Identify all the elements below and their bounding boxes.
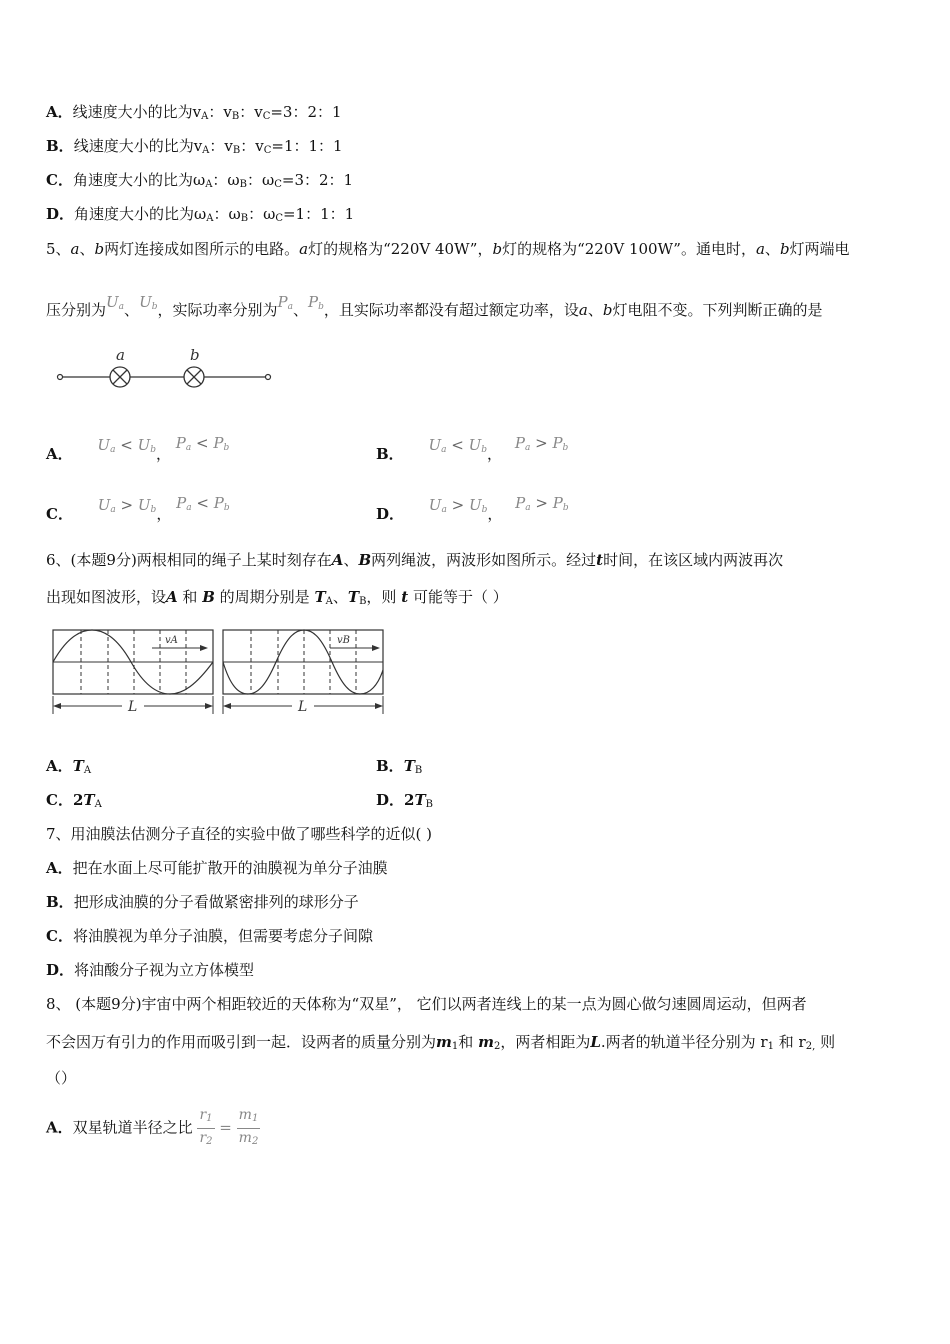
q8-stem-line2: 不会因万有引力的作用而吸引到一起．设两者的质量分别为$m_1$和 $m_2$，两者相距为L.两者的轨道半径分别为 $r_1$ 和 $r_{2,}$ 则 [46, 1033, 836, 1052]
lamp-a-label: a [116, 346, 125, 364]
wave-a-length-label: L [128, 699, 138, 715]
q5-circuit-diagram [54, 345, 276, 391]
radius-ratio-fraction: $\frac{r_1}{r_2}$ [199, 1107, 213, 1147]
q8-option-a[interactable]: A．双星轨道半径之比 $\frac{r_1}{r_2}$ = $\frac{m_1}{m_2}$ [46, 1106, 260, 1151]
q7-option-a[interactable]: A．把在水面上尽可能扩散开的油膜视为单分子油膜 [46, 859, 388, 877]
q7-stem: 7、用油膜法估测分子直径的实验中做了哪些科学的近似( ) [46, 825, 433, 843]
q4-option-b: B．线速度大小的比为$v_A$：$v_B$：$v_C=1$：1：1 [46, 137, 343, 156]
q6-stem-line2: 出现如图波形，设A 和 B 的周期分别是 $T_A$、$T_B$，则 t 可能等于（ ） [46, 588, 508, 607]
q8-stem-line1: 8、 (本题9分)宇宙中两个相距较近的天体称为“双星”， 它们以两者连线上的某一点为圆心做匀速圆周运动，但两者 [46, 995, 807, 1013]
q5-stem-line1: 5、a、b两灯连接成如图所示的电路。a灯的规格为“220V 40W”，b灯的规格为“220V 100W”。通电时，a、b灯两端电 [46, 240, 850, 258]
q5-option-c[interactable]: C． $U_a > U_b$， $P_a < P_b$ [46, 494, 230, 523]
q4-option-d: D．角速度大小的比为$\omega_A$：$\omega_B$：$\omega_C=1$：1：1 [46, 205, 355, 224]
lamp-a-icon [110, 367, 130, 387]
wave-b-label: vB [337, 635, 350, 646]
q5-option-b[interactable]: B． $U_a < U_b$， $P_a > P_b$ [376, 434, 569, 463]
mass-ratio-fraction: $\frac{m_1}{m_2}$ [238, 1107, 259, 1147]
q5-option-d[interactable]: D． $U_a > U_b$， $P_a > P_b$ [376, 494, 569, 523]
q4-option-c: C．角速度大小的比为$\omega_A$：$\omega_B$：$\omega_C=3$：2：1 [46, 171, 354, 190]
lamp-b-icon [184, 367, 204, 387]
q4-option-a: A．线速度大小的比为$v_A$：$v_B$：$v_C=3$：2：1 [46, 103, 342, 122]
wave-a-label: vA [165, 635, 178, 646]
q7-option-c[interactable]: C．将油膜视为单分子油膜，但需要考虑分子间隙 [46, 927, 373, 945]
wave-b-length-label: L [298, 699, 308, 715]
q6-wave-diagram [50, 626, 386, 718]
q6-option-c[interactable]: C．$2T_A$ [46, 791, 102, 810]
q6-option-a[interactable]: A．$T_A$ [46, 757, 92, 776]
q8-stem-line3: （） [46, 1069, 77, 1087]
q5-stem-line2: 压分别为$U_a$、$U_b$，实际功率分别为$P_a$、$P_b$，且实际功率都没有超过额定功率，设a、b灯电阻不变。下列判断正确的是 [46, 293, 823, 319]
q6-stem-line1: 6、(本题9分)两根相同的绳子上某时刻存在A、B两列绳波，两波形如图所示。经过t时间，在该区域内两波再次 [46, 551, 784, 569]
q5-option-a[interactable]: A． $U_a < U_b$， $P_a < P_b$ [46, 434, 230, 463]
q6-option-d[interactable]: D．$2T_B$ [376, 791, 433, 810]
lamp-b-label: b [190, 346, 200, 364]
q6-option-b[interactable]: B．$T_B$ [376, 757, 423, 776]
q7-option-b[interactable]: B．把形成油膜的分子看做紧密排列的球形分子 [46, 893, 359, 911]
q7-option-d[interactable]: D．将油酸分子视为立方体模型 [46, 961, 255, 979]
